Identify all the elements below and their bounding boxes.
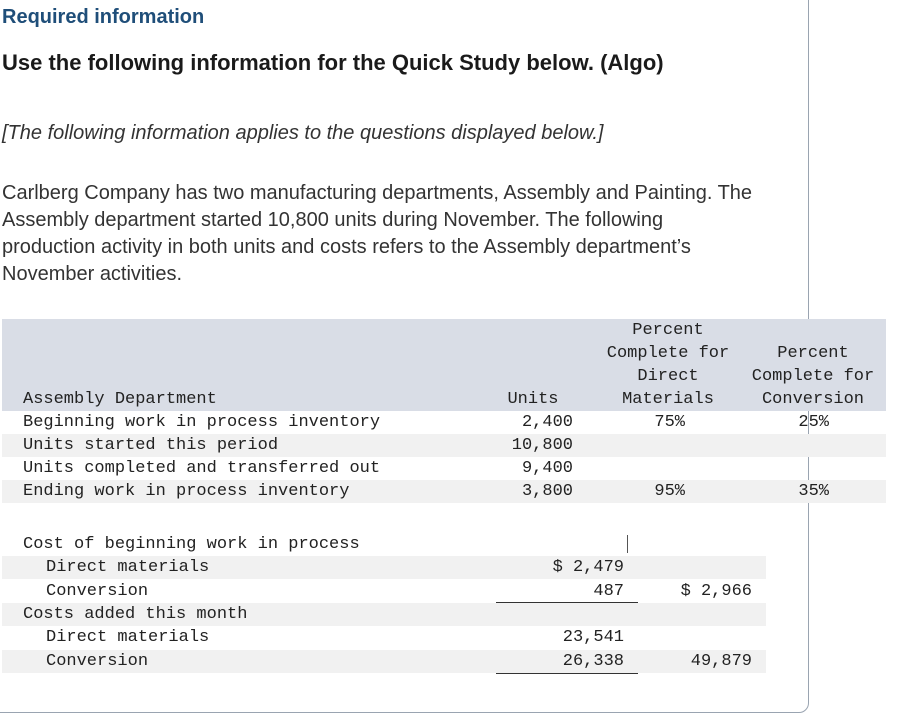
row-conv-percent: 25%	[798, 413, 829, 432]
dept-column-header: Assembly Department	[23, 390, 217, 409]
dm-header-line-2: Complete for	[606, 344, 730, 363]
beginning-wip-header: Cost of beginning work in process	[23, 535, 360, 554]
required-information-title: Required information	[2, 6, 205, 28]
added-dm-value: 23,541	[562, 628, 624, 647]
beginning-conv-label: Conversion	[46, 582, 149, 601]
quick-study-heading: Use the following information for the Quick Study below. (Algo)	[2, 50, 664, 75]
applies-note: [The following information applies to the questions displayed below.]	[2, 122, 604, 144]
beginning-total-value: $ 2,966	[680, 582, 752, 601]
units-column-header: Units	[507, 390, 559, 409]
row-label: Ending work in process inventory	[23, 482, 350, 501]
row-units: 10,800	[511, 436, 573, 455]
row-units: 9,400	[521, 459, 573, 478]
cursor-mark	[627, 535, 628, 553]
problem-paragraph: Carlberg Company has two manufacturing departments, Assembly and Painting. The Assembly department started 10,800 units during November. The following production activity in both units and costs refers to the Assembly department’s November activities.	[2, 182, 753, 285]
added-dm-label: Direct materials	[46, 628, 210, 647]
added-total-value: 49,879	[690, 652, 752, 671]
row-units: 3,800	[521, 482, 573, 501]
beginning-dm-value: $ 2,479	[552, 558, 624, 577]
conv-header-line-2: Complete for	[751, 367, 875, 386]
row-conv-percent: 35%	[798, 482, 829, 501]
added-conv-label: Conversion	[46, 652, 149, 671]
row-label: Beginning work in process inventory	[23, 413, 381, 432]
subtotal-underline	[496, 673, 638, 674]
row-units: 2,400	[521, 413, 573, 432]
added-conv-value: 26,338	[562, 652, 624, 671]
dm-header-line-4: Materials	[622, 390, 714, 409]
beginning-conv-value: 487	[593, 582, 624, 601]
row-dm-percent: 95%	[654, 482, 685, 501]
row-dm-percent: 75%	[654, 413, 685, 432]
conv-header-line-1: Percent	[777, 344, 849, 363]
row-label: Units completed and transferred out	[23, 459, 381, 478]
conv-header-line-3: Conversion	[761, 390, 865, 409]
costs-added-header: Costs added this month	[23, 605, 248, 624]
subtotal-underline	[496, 602, 638, 603]
beginning-dm-label: Direct materials	[46, 558, 210, 577]
dm-header-line-1: Percent	[632, 321, 704, 340]
row-label: Units started this period	[23, 436, 279, 455]
dm-header-line-3: Direct	[637, 367, 699, 386]
